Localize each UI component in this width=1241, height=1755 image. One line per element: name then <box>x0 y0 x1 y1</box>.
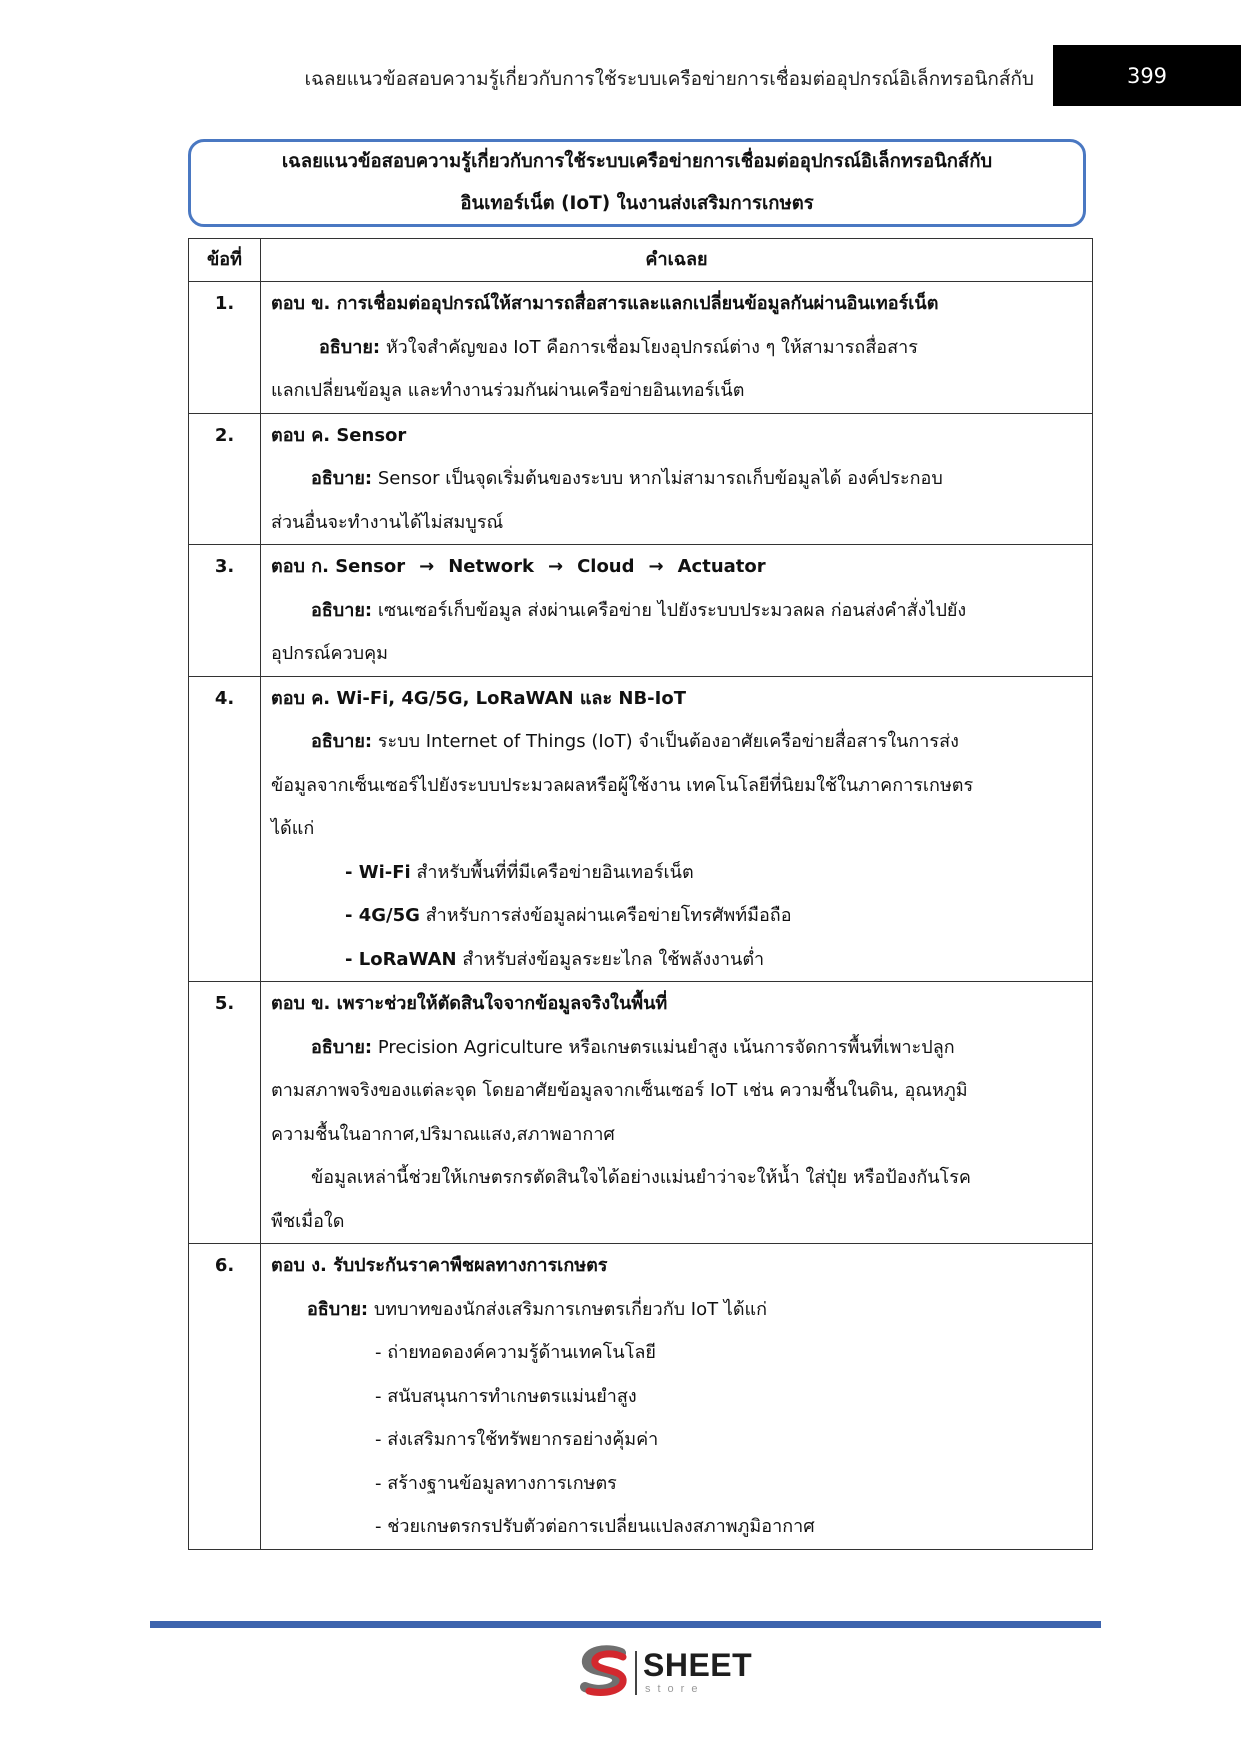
answer-part: Cloud <box>577 556 635 577</box>
explanation-line <box>261 326 1092 370</box>
explanation-line: ข้อมูลเหล่านี้ช่วยให้เกษตรกรตัดสินใจได้อย่างแม่นยำว่าจะให้น้ำ ใส่ปุ๋ย หรือป้องกันโรค <box>311 1167 971 1188</box>
answer-text: ตอบ ข. เพราะช่วยให้ตัดสินใจจากข้อมูลจริงในพื้นที่ <box>271 993 668 1014</box>
table-header-row <box>189 239 1093 282</box>
answer-part: Network <box>448 556 534 577</box>
right-arrow-icon: → <box>648 556 664 577</box>
explanation-text: เซนเซอร์เก็บข้อมูล ส่งผ่านเครือข่าย ไปยังระบบประมวลผล ก่อนส่งคำสั่งไปยัง <box>377 599 967 621</box>
explanation-line: อุปกรณ์ควบคุม <box>271 643 388 664</box>
bullet-item <box>261 851 1092 895</box>
answer-text <box>261 545 1092 589</box>
logo-subtext: store <box>645 1683 705 1695</box>
explanation-line <box>261 1288 1092 1332</box>
sheet-store-logo-icon <box>577 1645 633 1700</box>
list-item: - ถ่ายทอดองค์ความรู้ด้านเทคโนโลยี <box>375 1342 656 1363</box>
explanation-label: อธิบาย: <box>311 468 373 489</box>
question-number: 1. <box>189 282 261 414</box>
title-box <box>188 139 1086 227</box>
explanation-line <box>261 720 1092 764</box>
page-number: 399 <box>1053 45 1241 106</box>
question-number: 5. <box>189 982 261 1244</box>
explanation-line: ข้อมูลจากเซ็นเซอร์ไปยังระบบประมวลผลหรือผู้ใช้งาน เทคโนโลยีที่นิยมใช้ในภาคการเกษตร <box>271 774 974 796</box>
explanation-text: Sensor เป็นจุดเริ่มต้นของระบบ หากไม่สามารถเก็บข้อมูลได้ องค์ประกอบ <box>377 468 943 489</box>
answer-cell <box>261 676 1093 982</box>
explanation-line: ความชื้นในอากาศ,ปริมาณแสง,สภาพอากาศ <box>271 1123 615 1145</box>
list-item: - ช่วยเกษตรกรปรับตัวต่อการเปลี่ยนแปลงสภาพภูมิอากาศ <box>375 1516 815 1537</box>
list-item: - ส่งเสริมการใช้ทรัพยากรอย่างคุ้มค่า <box>375 1429 659 1450</box>
logo-divider <box>635 1651 637 1695</box>
answer-text: ตอบ ง. รับประกันราคาพืชผลทางการเกษตร <box>271 1255 608 1276</box>
footer-rule <box>150 1621 1101 1628</box>
explanation-line <box>261 457 1092 501</box>
bullet-desc: สำหรับส่งข้อมูลระยะไกล ใช้พลังงานต่ำ <box>462 948 765 970</box>
bullet-term: - 4G/5G <box>345 905 420 926</box>
answer-part: Actuator <box>677 556 766 577</box>
explanation-label: อธิบาย: <box>319 336 381 358</box>
table-row <box>189 545 1093 677</box>
explanation-label: อธิบาย: <box>311 1036 373 1058</box>
table-row <box>189 413 1093 545</box>
question-number: 4. <box>189 676 261 982</box>
logo-wordmark: SHEET <box>643 1647 753 1683</box>
bullet-term: - Wi-Fi <box>345 861 411 883</box>
answer-cell <box>261 545 1093 677</box>
explanation-text: หัวใจสำคัญของ IoT คือการเชื่อมโยงอุปกรณ์ต่าง ๆ ให้สามารถสื่อสาร <box>385 336 918 358</box>
answer-cell <box>261 982 1093 1244</box>
answer-table <box>188 238 1093 1550</box>
table-row <box>189 982 1093 1244</box>
bullet-desc: สำหรับพื้นที่ที่มีเครือข่ายอินเทอร์เน็ต <box>416 861 694 883</box>
explanation-line <box>261 589 1092 633</box>
table-row <box>189 676 1093 982</box>
sheet-store-logo <box>577 1645 752 1700</box>
right-arrow-icon: → <box>547 556 564 577</box>
explanation-label: อธิบาย: <box>311 731 373 752</box>
explanation-text: ระบบ Internet of Things (IoT) จำเป็นต้องอาศัยเครือข่ายสื่อสารในการส่ง <box>377 731 959 752</box>
answer-cell <box>261 413 1093 545</box>
explanation-line: แลกเปลี่ยนข้อมูล และทำงานร่วมกันผ่านเครือข่ายอินเทอร์เน็ต <box>271 380 745 401</box>
list-item: - สนับสนุนการทำเกษตรแม่นยำสูง <box>375 1385 637 1407</box>
explanation-text: Precision Agriculture หรือเกษตรแม่นยำสูง เน้นการจัดการพื้นที่เพาะปลูก <box>377 1036 955 1058</box>
answer-text: ตอบ ค. Sensor <box>271 424 407 446</box>
question-number: 2. <box>189 413 261 545</box>
list-item: - สร้างฐานข้อมูลทางการเกษตร <box>375 1472 617 1494</box>
column-header-answer: คำเฉลย <box>261 239 1093 282</box>
question-number: 6. <box>189 1244 261 1550</box>
explanation-label: อธิบาย: <box>307 1298 369 1320</box>
running-header-title: เฉลยแนวข้อสอบความรู้เกี่ยวกับการใช้ระบบเครือข่ายการเชื่อมต่ออุปกรณ์อิเล็กทรอนิกส์กับ <box>304 68 1034 90</box>
explanation-line: ส่วนอื่นจะทำงานได้ไม่สมบูรณ์ <box>271 511 504 533</box>
bullet-item <box>261 894 1092 938</box>
title-line-1: เฉลยแนวข้อสอบความรู้เกี่ยวกับการใช้ระบบเครือข่ายการเชื่อมต่ออุปกรณ์อิเล็กทรอนิกส์กับ <box>281 151 993 172</box>
answer-part: ตอบ ก. Sensor <box>271 556 406 577</box>
answer-text: ตอบ ค. Wi-Fi, 4G/5G, LoRaWAN และ NB-IoT <box>271 687 686 709</box>
bullet-desc: สำหรับการส่งข้อมูลผ่านเครือข่ายโทรศัพท์มือถือ <box>425 905 792 926</box>
right-arrow-icon: → <box>419 556 435 577</box>
explanation-line: พืชเมื่อใด <box>271 1210 345 1232</box>
explanation-line: ตามสภาพจริงของแต่ละจุด โดยอาศัยข้อมูลจากเซ็นเซอร์ IoT เช่น ความชื้นในดิน, อุณหภูมิ <box>271 1080 968 1101</box>
bullet-term: - LoRaWAN <box>345 948 457 970</box>
column-header-number: ข้อที่ <box>189 239 261 282</box>
question-number: 3. <box>189 545 261 677</box>
title-line-2: อินเทอร์เน็ต (IoT) ในงานส่งเสริมการเกษตร <box>460 193 814 214</box>
bullet-item <box>261 938 1092 982</box>
answer-cell <box>261 1244 1093 1550</box>
explanation-text: บทบาทของนักส่งเสริมการเกษตรเกี่ยวกับ IoT ได้แก่ <box>373 1298 768 1320</box>
explanation-line <box>261 1026 1092 1070</box>
table-row <box>189 282 1093 414</box>
explanation-line: ได้แก่ <box>271 818 315 839</box>
answer-cell <box>261 282 1093 414</box>
answer-text: ตอบ ข. การเชื่อมต่ออุปกรณ์ให้สามารถสื่อสารและแลกเปลี่ยนข้อมูลกันผ่านอินเทอร์เน็ต <box>271 293 939 314</box>
explanation-label: อธิบาย: <box>311 599 373 621</box>
table-row <box>189 1244 1093 1550</box>
